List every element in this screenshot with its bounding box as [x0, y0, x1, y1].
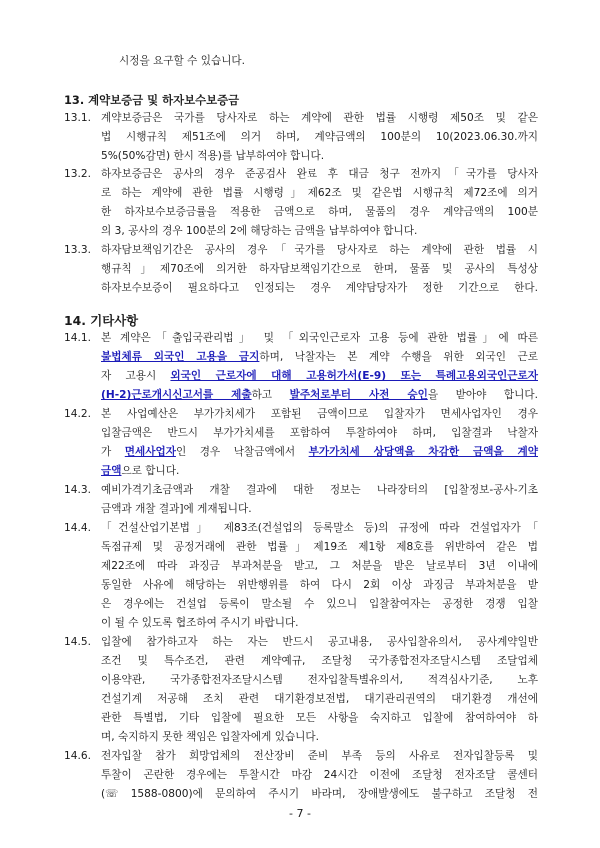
item-13-2-line: 의 3, 공사의 경우 100분의 2에 해당하는 금액을 납부하여야 합니다. — [101, 225, 418, 237]
item-14-4-line: 동일한 사유에 해당하는 위반행위를 하여 다시 2회 이상 과징금 부과처분을 받 — [101, 579, 538, 591]
item-14-5-line: 관한 특별법, 기타 입찰에 필요한 모든 사항을 숙지하고 입찰에 참여하여야 하 — [101, 712, 538, 724]
item-14-1-line — [101, 388, 538, 402]
item-13-3-line: 행규칙」제70조에 의거한 하자담보책임기간으로 한며, 물품 및 공사의 특성상 — [101, 263, 538, 275]
item-14-3-number: 14.3. — [64, 484, 91, 496]
item-14-4-line: 「건설산업기본법」 제83조(건설업의 등록말소 등)의 규정에 따라 건설업자가「 — [101, 522, 538, 534]
item-14-2-text: 가 — [101, 446, 125, 458]
item-14-5-line: 건설기계 저공해 조치 관련 대기환경보전법, 대기관리권역의 대기환경 개선에 — [101, 693, 538, 705]
item-13-1-line: 계약보증금은 국가를 당사자로 하는 계약에 관한 법률 시행령 제50조 및 같은 — [101, 112, 538, 124]
item-14-1-line — [101, 369, 538, 383]
item-14-5-line: 조건 및 특수조건, 관련 계약예규, 조달청 국가종합전자조달시스템 조달업체 — [101, 655, 538, 667]
item-13-2-line: 한 하자보수보증금률을 적용한 금액으로 하며, 물품의 경우 계약금액의 100분 — [101, 206, 538, 218]
highlight-illegal-employment: 불법체류 외국인 고용을 금지 — [101, 351, 260, 363]
item-14-2-line — [101, 464, 538, 478]
highlight-work-permit: 외국인 근로자에 대해 고용허가서(E-9) 또는 특례고용외국인근로자 — [170, 370, 538, 382]
item-14-4-line: 은 경우에는 건설업 등록이 말소될 수 있으니 입찰참여자는 공정한 경쟁 입찰 — [101, 598, 538, 610]
section-14-title: 14. 기타사항 — [64, 313, 139, 328]
highlight-vat-deduction: 부가가치세 상당액을 차감한 금액을 계약 — [308, 446, 538, 458]
item-13-2-number: 13.2. — [64, 168, 91, 180]
item-13-3-line: 하자담보책임기간은 공사의 경우「국가를 당사자로 하는 계약에 관한 법률 시 — [101, 244, 538, 256]
item-13-3-number: 13.3. — [64, 244, 91, 256]
item-14-1-number: 14.1. — [64, 332, 91, 344]
item-14-5-line: 입찰에 참가하고자 하는 자는 반드시 공고내용, 공사입찰유의서, 공사계약일반 — [101, 636, 538, 648]
highlight-amount: 금액 — [101, 465, 122, 477]
item-13-1-line: 법 시행규칙 제51조에 의거 하며, 계약금액의 100분의 10(2023.06.30.까지 — [101, 131, 538, 143]
item-14-2-line — [101, 445, 538, 459]
item-14-4-line: 독점규제 및 공정거래에 관한 법률」제19조 제1항 제8호를 위반하여 같은 법 — [101, 541, 538, 553]
intro-line: 시정을 요구할 수 있습니다. — [119, 55, 246, 67]
item-14-2-text: 인 경우 낙찰금액에서 — [175, 446, 309, 458]
page-number: - 7 - — [289, 807, 311, 820]
item-14-4-number: 14.4. — [64, 522, 91, 534]
item-13-1-line: 5%(50%감면) 한시 적용)를 납부하여야 합니다. — [101, 150, 325, 162]
item-14-1-text: 자 고용시 — [101, 370, 171, 382]
item-14-2-line: 본 사업예산은 부가가치세가 포함된 금액이므로 입찰자가 면세사업자인 경우 — [101, 408, 538, 420]
item-14-4-line: 이 될 수 있도록 협조하여 주시기 바랍니다. — [101, 617, 299, 629]
item-14-3-line: 금액과 개찰 결과]에 게재됩니다. — [101, 503, 252, 515]
item-13-2-line: 로 하는 계약에 관한 법률 시행령」제62조 및 같은법 시행규칙 제72조에 의거 — [101, 187, 538, 199]
item-14-1-text: 을 받아야 합니다. — [427, 389, 538, 401]
item-14-1-line: 본 계약은「출입국관리법」 및 「외국인근로자 고용 등에 관한 법률」에 따른 — [101, 332, 538, 344]
item-14-1-line — [101, 350, 538, 364]
highlight-prior-approval: 발주처로부터 사전 승인 — [289, 389, 428, 401]
item-14-6-line: (☏ 1588-0800)에 문의하여 주시기 바라며, 장애발생에도 불구하고 조달청 전 — [101, 788, 538, 800]
item-14-6-number: 14.6. — [64, 750, 91, 762]
item-13-1-number: 13.1. — [64, 112, 91, 124]
item-14-5-line: 이용약관, 국가종합전자조달시스템 전자입찰특별유의서, 적격심사기준, 노후 — [101, 674, 538, 686]
item-14-2-text: 으로 합니다. — [121, 465, 180, 477]
item-14-5-number: 14.5. — [64, 636, 91, 648]
item-14-1-text: 하며, 낙찰자는 본 계약 수행을 위한 외국인 근로 — [259, 351, 538, 363]
item-14-2-line: 입찰금액은 반드시 부가가치세를 포함하여 투찰하여야 하며, 입찰결과 낙찰자 — [101, 427, 538, 439]
highlight-h2-report: (H-2)근로개시신고서를 제출 — [101, 389, 252, 401]
item-14-4-line: 제22조에 따라 과징금 부과처분을 받고, 그 처분을 받은 날로부터 3년 이내에 — [101, 560, 538, 572]
item-14-6-line: 전자입찰 참가 희망업체의 전산장비 준비 부족 등의 사유로 전자입찰등록 및 — [101, 750, 538, 762]
item-14-5-line: 며, 숙지하지 못한 책임은 입찰자에게 있습니다. — [101, 731, 320, 743]
item-14-6-line: 투찰이 곤란한 경우에는 투찰시간 마감 24시간 이전에 조달청 전자조달 콜센터 — [101, 769, 538, 781]
item-14-1-text: 하고 — [251, 389, 290, 401]
item-13-2-line: 하자보증금은 공사의 경우 준공검사 완료 후 대금 청구 전까지「국가를 당사자 — [101, 168, 538, 180]
item-14-3-line: 예비가격기초금액과 개찰 결과에 대한 정보는 나라장터의 [입찰정보-공사-기초 — [101, 484, 538, 496]
item-14-2-number: 14.2. — [64, 408, 91, 420]
highlight-tax-exempt: 면세사업자 — [124, 446, 176, 458]
item-13-3-line: 하자보수보증이 필요하다고 인정되는 경우 계약담당자가 정한 기간으로 한다. — [101, 282, 538, 294]
section-13-title: 13. 계약보증금 및 하자보수보증금 — [64, 93, 240, 107]
